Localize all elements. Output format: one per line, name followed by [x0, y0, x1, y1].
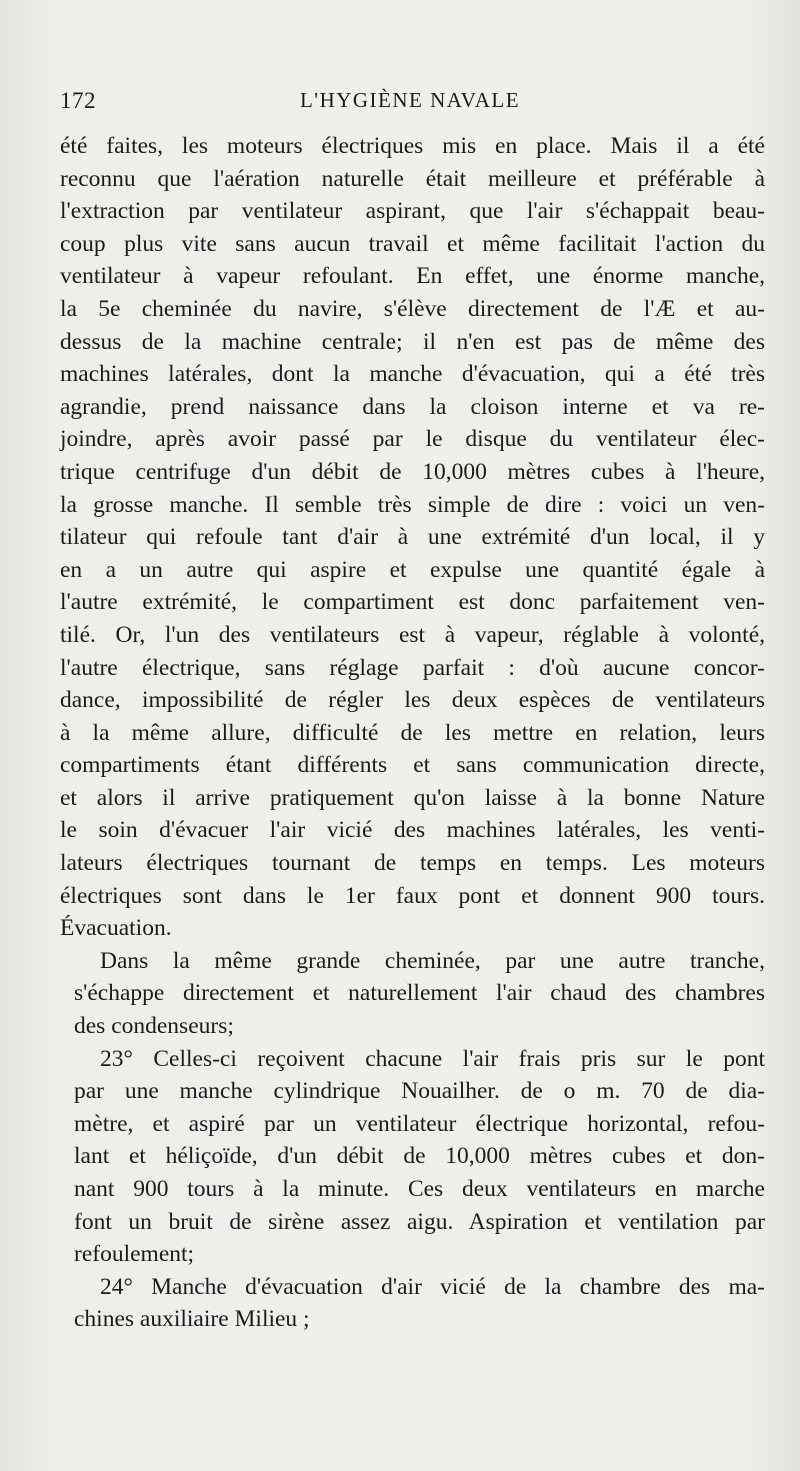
text-line: machines latérales, dont la manche d'évacuation, qui a été très — [60, 361, 765, 388]
body-text — [60, 130, 765, 1336]
text-line: agrandie, prend naissance dans la cloison interne et va re- — [60, 393, 765, 420]
text-line: refoulement; — [74, 1241, 195, 1268]
list-item-24: 24° Manche d'évacuation d'air vicié de la chambre des ma- — [100, 1273, 765, 1300]
text-line: l'autre extrémité, le compartiment est donc parfaitement ven- — [60, 589, 765, 616]
text-line: lateurs électriques tournant de temps en temps. Les moteurs — [60, 850, 765, 877]
text-line: coup plus vite sans aucun travail et même facilitait l'action du — [60, 230, 765, 257]
text-line: l'autre électrique, sans réglage parfait : d'où aucune concor- — [60, 654, 765, 681]
text-line: tilé. Or, l'un des ventilateurs est à vapeur, réglable à volonté, — [60, 621, 765, 648]
section-heading: Évacuation. — [60, 915, 172, 942]
page-number: 172 — [60, 88, 96, 113]
text-line: par une manche cylindrique Nouailher. de o m. 70 de dia- — [74, 1078, 765, 1105]
text-line: et alors il arrive pratiquement qu'on laisse à la bonne Nature — [60, 784, 765, 811]
text-line: la grosse manche. Il semble très simple de dire : voici un ven- — [60, 491, 765, 518]
text-line: la 5e cheminée du navire, s'élève directement de l'Æ et au- — [60, 295, 765, 322]
text-line: font un bruit de sirène assez aigu. Aspiration et ventilation par — [74, 1208, 765, 1235]
text-line: reconnu que l'aération naturelle était meilleure et préférable à — [60, 165, 765, 192]
text-line: joindre, après avoir passé par le disque du ventilateur élec- — [60, 426, 765, 453]
text-line: chines auxiliaire Milieu ; — [74, 1306, 310, 1333]
text-line: nant 900 tours à la minute. Ces deux ventilateurs en marche — [74, 1176, 765, 1202]
list-item-23: 23° Celles-ci reçoivent chacune l'air frais pris sur le pont — [100, 1045, 765, 1072]
text-line: des condenseurs; — [74, 1013, 234, 1040]
text-line: tilateur qui refoule tant d'air à une extrémité d'un local, il y — [60, 524, 765, 551]
text-line: mètre, et aspiré par un ventilateur électrique horizontal, refou- — [74, 1110, 765, 1137]
text-line: en a un autre qui aspire et expulse une quantité égale à — [60, 556, 765, 583]
page-header — [60, 88, 760, 118]
text-line: ventilateur à vapeur refoulant. En effet, une énorme manche, — [60, 263, 765, 290]
text-line: s'échappe directement et naturellement l'air chaud des chambres — [74, 980, 765, 1007]
running-title: L'HYGIÈNE NAVALE — [299, 88, 521, 112]
text-line: été faites, les moteurs électriques mis en place. Mais il a été — [60, 133, 765, 159]
text-line: lant et héliçoïde, d'un débit de 10,000 mètres cubes et don- — [74, 1143, 765, 1170]
text-line: dessus de la machine centrale; il n'en est pas de même des — [60, 328, 765, 355]
text-line: le soin d'évacuer l'air vicié des machines latérales, les venti- — [60, 817, 765, 844]
text-line: l'extraction par ventilateur aspirant, que l'air s'échappait beau- — [60, 198, 765, 225]
text-line: à la même allure, difficulté de les mettre en relation, leurs — [60, 719, 765, 746]
text-line: trique centrifuge d'un débit de 10,000 mètres cubes à l'heure, — [60, 458, 765, 485]
text-line: électriques sont dans le 1er faux pont et donnent 900 tours. — [60, 882, 765, 909]
text-line: Dans la même grande cheminée, par une autre tranche, — [100, 947, 765, 974]
text-line: dance, impossibilité de régler les deux espèces de ventilateurs — [60, 687, 765, 714]
text-line: compartiments étant différents et sans communication directe, — [60, 752, 765, 779]
